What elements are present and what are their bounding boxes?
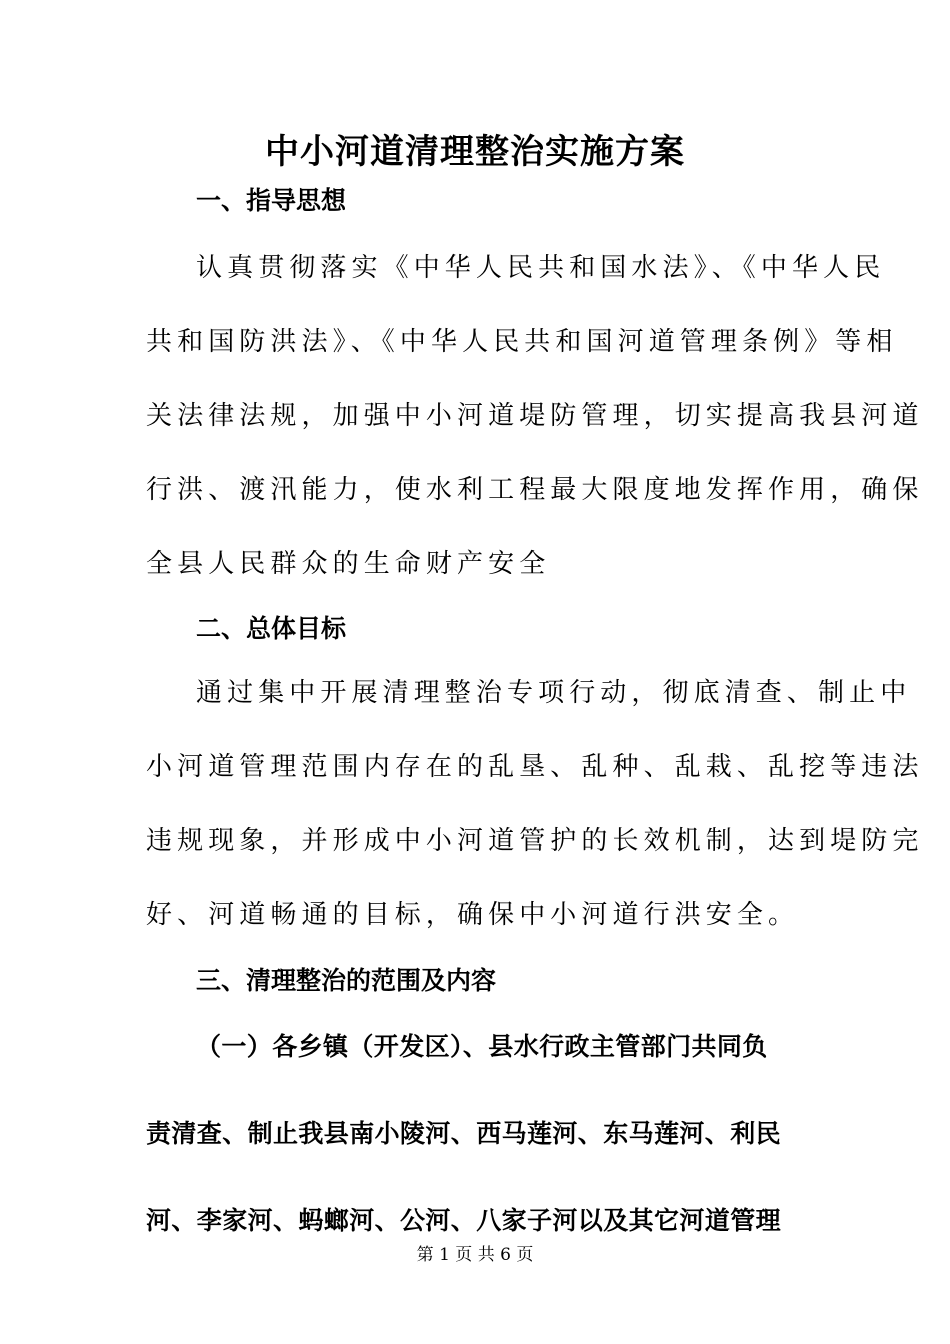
paragraph-line: 小河道管理范围内存在的乱垦、乱种、乱栽、乱挖等违法	[146, 752, 924, 782]
document-title: 中小河道清理整治实施方案	[265, 132, 685, 172]
paragraph-line: 河、李家河、蚂螂河、公河、八家子河以及其它河道管理	[146, 1206, 782, 1235]
paragraph-line: 好、河道畅通的目标，确保中小河道行洪安全。	[146, 900, 800, 930]
paragraph-line: 关法律法规，加强中小河道堤防管理，切实提高我县河道	[146, 401, 924, 431]
paragraph-line: 全县人民群众的生命财产安全	[146, 549, 551, 579]
section-paragraph-guiding-ideology	[146, 251, 924, 621]
paragraph-line: 行洪、渡汛能力，使水利工程最大限度地发挥作用，确保	[146, 475, 924, 505]
paragraph-line: 责清查、制止我县南小陵河、西马莲河、东马莲河、利民	[146, 1119, 782, 1148]
paragraph-line: （一）各乡镇（开发区）、县水行政主管部门共同负	[196, 1032, 768, 1061]
section-heading-overall-goal: 二、总体目标	[196, 614, 347, 643]
paragraph-line: 违规现象，并形成中小河道管护的长效机制，达到堤防完	[146, 826, 924, 856]
section-heading-scope-and-content: 三、清理整治的范围及内容	[196, 966, 497, 995]
paragraph-line: 认真贯彻落实《中华人民共和国水法》、《中华人民	[196, 253, 886, 283]
section-heading-guiding-ideology: 一、指导思想	[196, 186, 347, 215]
paragraph-line: 通过集中开展清理整治专项行动，彻底清查、制止中	[196, 678, 912, 708]
paragraph-line: 共和国防洪法》、《中华人民共和国河道管理条例》等相	[146, 327, 898, 357]
section-paragraph-overall-goal	[146, 676, 924, 972]
page-footer: 第 1 页 共 6 页	[416, 1245, 534, 1265]
